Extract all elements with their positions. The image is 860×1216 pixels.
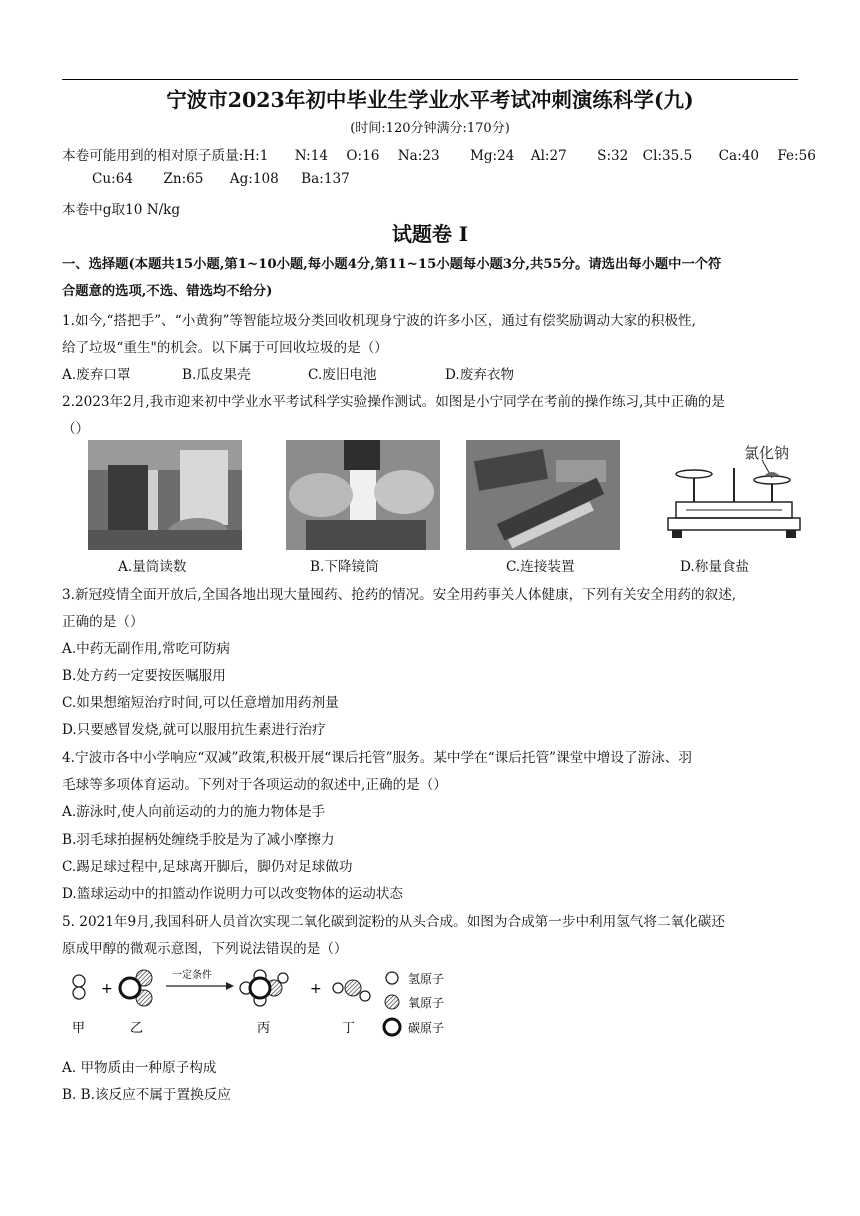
methanol-molecule: [240, 970, 288, 1006]
page-title: 宁波市2023年初中毕业生学业水平考试冲刺演练科学(九): [166, 88, 694, 112]
option-b: B.瓜皮果壳: [182, 367, 251, 383]
legend-carbon: 碳原子: [408, 1021, 445, 1035]
atom-mass: O:16: [346, 148, 380, 164]
reaction-condition: 一定条件: [172, 970, 212, 981]
question-3-option-c: C.如果想缩短治疗时间,可以任意增加用药剂量: [62, 695, 339, 711]
atom-mass: S:32: [597, 148, 629, 164]
question-2-stem-2: （）: [62, 421, 90, 437]
legend-oxygen: 氧原子: [408, 996, 445, 1010]
gravity-note: 本卷中g取10 N/kg: [62, 202, 181, 218]
caption-c: C.连接装置: [506, 559, 575, 575]
question-5-stem-1: 5. 2021年9月,我国科研人员首次实现二氧化碳到淀粉的从头合成。如图为合成第一步中利用氢气将二氧化碳还: [62, 914, 725, 930]
question-1-stem-1: 1.如今,“搭把手”、“小黄狗”等智能垃圾分类回收机现身宁波的许多小区，通过有偿奖励调动大家的积极性,: [62, 313, 696, 329]
question-3-option-d: D.只要感冒发烧,就可以服用抗生素进行治疗: [62, 722, 326, 738]
atomic-mass-row-2: [92, 171, 350, 187]
label-yi: 乙: [130, 1021, 144, 1036]
question-5-option-a: A. 甲物质由一种原子构成: [62, 1060, 217, 1076]
question-1-options: [62, 363, 514, 383]
question-1-stem-2: 给了垃圾“重生"的机会。以下属于可回收垃圾的是（）: [62, 340, 388, 356]
section-title: 试题卷 I: [391, 222, 469, 246]
caption-d: D.称量食盐: [680, 559, 750, 575]
question-4-option-a: A.游泳时,使人向前运动的力的施力物体是手: [62, 804, 326, 820]
atom-mass: Cl:35.5: [642, 148, 693, 164]
question-3-stem-2: 正确的是（）: [62, 614, 144, 630]
atom-mass: Ca:40: [718, 148, 759, 164]
svg-text:+: +: [101, 981, 113, 997]
question-5-stem-2: 原成甲醇的微观示意图，下列说法错误的是（）: [62, 941, 348, 957]
legend-hydrogen: 氢原子: [408, 972, 445, 986]
top-rule: [62, 79, 798, 80]
svg-text:+: +: [310, 981, 322, 997]
atom-mass: Na:23: [397, 148, 440, 164]
atom-mass: Fe:56: [777, 148, 816, 164]
section-instructions-2: 合题意的选项,不选、错选均不给分): [62, 284, 273, 299]
question-4-stem-2: 毛球等多项体育运动。下列对于各项运动的叙述中,正确的是（）: [62, 777, 447, 793]
question-5-option-b: B. B.该反应不属于置换反应: [62, 1087, 231, 1103]
balance-label: 氯化钠: [744, 444, 790, 462]
section-instructions-1: 一、选择题(本题共15小题,第1~10小题,每小题4分,第11~15小题每小题3分,共55分。请选出每小题中一个符: [62, 257, 722, 272]
option-c: C.废旧电池: [308, 367, 377, 383]
hydrogen-molecule: [73, 975, 85, 999]
caption-b: B.下降镜筒: [310, 559, 379, 575]
question-4-option-c: C.踢足球过程中,足球离开脚后，脚仍对足球做功: [62, 859, 353, 875]
caption-a: A.量筒读数: [118, 559, 187, 575]
photo-connecting-apparatus: [466, 440, 620, 550]
label-ding: 丁: [342, 1021, 356, 1036]
atom-mass: Ba:137: [301, 171, 350, 187]
photo-lowering-microscope-tube: [286, 440, 440, 550]
atoms-intro: 本卷可能用到的相对原子质量:: [62, 148, 244, 164]
label-bing: 丙: [257, 1021, 271, 1036]
carbon-dioxide-molecule: [120, 970, 152, 1006]
atomic-mass-row-1: [62, 144, 816, 164]
question-4-option-d: D.篮球运动中的扣篮动作说明力可以改变物体的运动状态: [62, 886, 403, 902]
atom-mass: Ag:108: [229, 171, 279, 187]
atom-mass: Mg:24: [469, 148, 515, 164]
reaction-diagram: [62, 966, 462, 1042]
photo-graduated-cylinder-reading: [88, 440, 242, 550]
atom-mass: N:14: [294, 148, 329, 164]
atom-mass: Cu:64: [92, 171, 134, 187]
atom-mass: Al:27: [530, 148, 567, 164]
label-jia: 甲: [72, 1021, 86, 1036]
atom-mass: H:1: [243, 148, 269, 164]
page-subtitle: (时间:120分钟满分:170分): [350, 121, 510, 136]
question-4-option-b: B.羽毛球拍握柄处缠绕手胶是为了减小摩擦力: [62, 832, 335, 848]
water-molecule: [333, 980, 370, 1001]
option-a: A.废弃口罩: [62, 367, 131, 383]
question-3-option-b: B.处方药一定要按医嘱服用: [62, 668, 226, 684]
question-3-option-a: A.中药无副作用,常吃可防病: [62, 641, 230, 657]
atom-mass: Zn:65: [163, 171, 204, 187]
question-2-stem-1: 2.2023年2月,我市迎来初中学业水平考试科学实验操作测试。如图是小宁同学在考前的操作练习,其中正确的是: [62, 394, 725, 410]
balance-diagram: [664, 440, 804, 550]
question-3-stem-1: 3.新冠疫情全面开放后,全国各地出现大量囤药、抢药的情况。安全用药事关人体健康，下列有关安全用药的叙述,: [62, 587, 737, 603]
question-4-stem-1: 4.宁波市各中小学响应“双减”政策,积极开展“课后托管”服务。某中学在“课后托管”课堂中增设了游泳、羽: [62, 750, 692, 766]
option-d: D.废弃衣物: [445, 367, 515, 383]
